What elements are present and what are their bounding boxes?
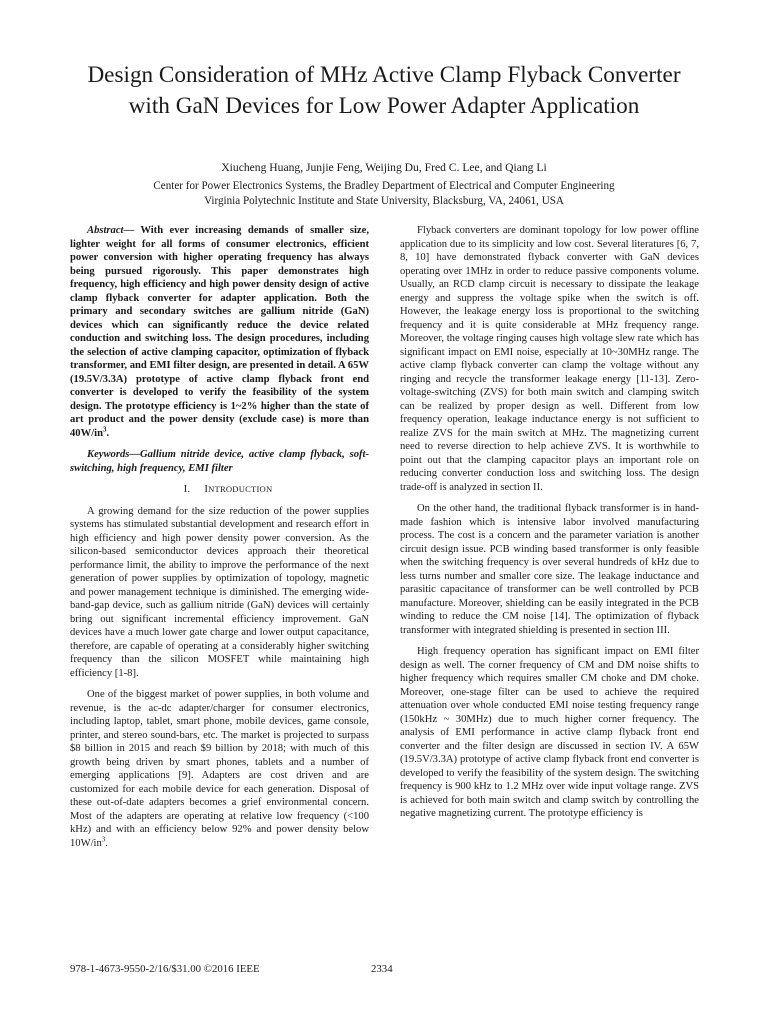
keywords-body: —Gallium nitride device, active clamp flyback, soft-switching, high frequency, EMI filter (70, 449, 369, 474)
intro-paragraph-4: On the other hand, the traditional flyback transformer is in hand-made fashion which is intensive labor involved manufacturing process. The cost is a concern and the parameter variation is another circuit design issue. PCB winding based transformer is only feasible when the switching frequency is over several hundreds of kHz due to less turns number and smaller core size. The leakage inductance and parasitic capacitance of transformer can be well controlled by PCB manufacture. Moreover, shielding can be easily integrated in the PCB winding to reduce the CM noise [14]. The optimization of flyback transformer with integrated shielding is presented in section III. (400, 503, 699, 636)
abstract (70, 224, 369, 440)
intro-paragraph-2 (70, 688, 369, 850)
intro-paragraph-3: Flyback converters are dominant topology for low power offline application due to its simplicity and low cost. Several literatures [6, 7, 8, 10] have demonstrated flyback converter with GaN devices operating over 1MHz in order to reduce passive components volume. Usually, an RCD clamp circuit is necessary to dissipate the leakage energy and suppress the voltage spike when the switch is off. However, the leakage energy loss is proportional to the switching frequency and it is quite considerable at MHz frequency range. Moreover, the voltage ringing causes high voltage slew rate which has significant impact on EMI noise, especially at 10~30MHz range. The active clamp flyback converter can clamp the voltage without any ringing and recycle the transformer leakage energy [11-13]. Zero-voltage-switching (ZVS) for both main switch and clamping switch can be realized by proper design as well. Different from low frequency operation, leakage inductance energy is not sufficient to realize ZVS for the main switch at MHz. The magnetizing current need to reverse direction to help achieve ZVS. It is worthwhile to point out that the clamping capacitor plays an important role on reducing converter conduction loss and switching loss. The design trade-off is analyzed in section II. (400, 225, 699, 493)
abstract-superscript: 3 (102, 424, 107, 433)
section-heading-introduction (70, 483, 369, 497)
intro-paragraph-2-superscript: 3 (101, 834, 106, 843)
title-line-1: Design Consideration of MHz Active Clamp Flyback Converter (87, 62, 681, 88)
intro-paragraph-2-body: One of the biggest market of power supplies, in both volume and revenue, is the ac-dc adapter/charger for consumer electronics, including laptop, tablet, smart phone, mobile devices, game console, printer, and stereo sound-bars, etc. The market is projected to surpass $8 billion in 2015 and reach $9 billion by 2018; with much of this growth being driven by smart phones, tablets and a number of emerging applications [9]. Adapters are cost driven and are customized for each mobile device for each generation. Disposal of these out-of-date adapters becomes a grief environmental concern. Most of the adapters are operating at relative low frequency (<100 kHz) and with an efficiency below 92% and power density below 10W/in (70, 689, 369, 849)
keywords-lead: Keywords (87, 449, 130, 460)
section-title (204, 483, 272, 495)
title-line-2: with GaN Devices for Low Power Adapter Application (128, 93, 640, 119)
section-title-cap: I (204, 483, 209, 495)
page-number: 2334 (371, 963, 393, 975)
intro-paragraph-2-end: . (105, 837, 108, 849)
intro-paragraph-1: A growing demand for the size reduction of the power supplies systems has stimulated substantial development and research effort in high efficiency and high power density power conversion. As the silicon-based semiconductor devices approach their theoretical performance limit, the ability to improve the performance of the next generation of power supplies by optimization of topology, magnetic and power management technique is diminished. The emerging wide-band-gap device, such as gallium nitride (GaN) devices will certainly bring out significant incremental efficiency improvement. GaN devices have a much lower gate charge and lower output capacitance, therefore, are capable of operating at a considerably higher switching frequency than the silicon MOSFET while maintaining high efficiency [1-8]. (70, 505, 369, 679)
abstract-lead: Abstract (87, 225, 124, 236)
author-list: Xiucheng Huang, Junjie Feng, Weijing Du, Fred C. Lee, and Qiang Li (221, 161, 547, 174)
section-title-rest: NTRODUCTION (208, 484, 273, 494)
footer-isbn: 978-1-4673-9550-2/16/$31.00 ©2016 IEEE (70, 963, 260, 975)
abstract-end: . (106, 427, 110, 439)
right-column (400, 224, 699, 829)
abstract-body: — With ever increasing demands of smaller size, lighter weight for all forms of consumer electronics, efficient power conversion with higher operating frequency has always being pursued rigorously. This paper demonstrates high frequency, high efficiency and high power density design of active clamp flyback converter for adapter application. Both the primary and secondary switches are gallium nitride (GaN) devices which can significantly reduce the device related conduction and switching loss. The design procedures, including the selection of active clamping capacitor, optimization of flyback transformer, and EMI filter design, are presented in detail. A 65W (19.5V/3.3A) prototype of active clamp flyback front end converter is developed to verify the feasibility of the system design. The prototype efficiency is 1~2% higher than the state of art product and the power density (exclude case) is more than 40W/in (70, 225, 369, 439)
paper-title (40, 60, 728, 122)
left-column (70, 224, 369, 858)
affiliation-line-2: Virginia Polytechnic Institute and State University, Blacksburg, VA, 24061, USA (204, 195, 564, 207)
affiliation (40, 179, 728, 209)
keywords (70, 448, 369, 475)
section-number: I. (183, 483, 191, 495)
affiliation-line-1: Center for Power Electronics Systems, the Bradley Department of Electrical and Computer Engineering (153, 180, 615, 192)
intro-paragraph-5: High frequency operation has significant impact on EMI filter design as well. The corner frequency of CM and DM noise shifts to higher frequency which requires smaller CM choke and DM choke. Moreover, one-stage filter can be used to achieve the required attenuation over whole conducted EMI noise testing frequency range (150kHz ~ 30MHz) due to much higher corner frequency. The analysis of EMI performance in active clamp flyback front end converter and the filter design are discussed in section IV. A 65W (19.5V/3.3A) prototype of active clamp flyback front end converter is developed to verify the feasibility of the system design. The switching frequency is 900 kHz to 1.2 MHz over wide input voltage range. ZVS is achieved for both main switch and clamp switch by controlling the negative magnetizing current. The prototype efficiency is (400, 646, 699, 819)
